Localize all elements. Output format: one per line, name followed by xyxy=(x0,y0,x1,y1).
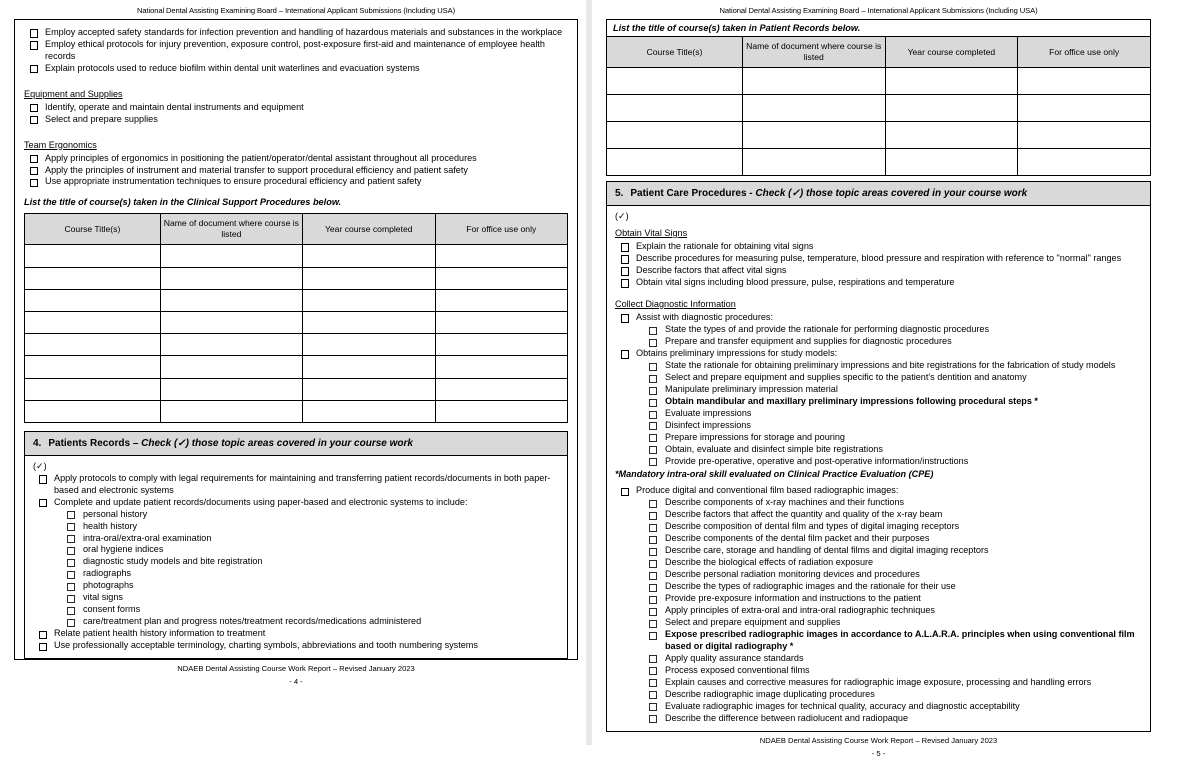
list-item[interactable]: Manipulate preliminary impression material xyxy=(643,384,1142,396)
right-content-frame xyxy=(606,19,1151,732)
page-number: - 4 - xyxy=(289,677,303,687)
list-item[interactable]: Describe care, storage and handling of dental films and digital imaging receptors xyxy=(643,545,1142,557)
list-item[interactable]: Describe the difference between radiolucent and radiopaque xyxy=(643,713,1142,725)
table-cell-empty[interactable] xyxy=(303,378,435,400)
list-item[interactable]: Complete and update patient records/documents using paper-based and electronic systems to include: xyxy=(33,497,559,509)
section-4-body xyxy=(24,456,568,659)
list-item[interactable]: Disinfect impressions xyxy=(643,420,1142,432)
spacer xyxy=(24,188,568,193)
list-item[interactable]: radiographs xyxy=(61,568,559,580)
section-4-wrap xyxy=(15,431,577,659)
section-4-header xyxy=(24,431,568,456)
list-item[interactable]: Employ accepted safety standards for infection prevention and handling of hazardous materials and substances in the workplace xyxy=(24,27,568,39)
table-cell-empty[interactable] xyxy=(885,149,1018,176)
vital-signs-list xyxy=(615,241,1142,289)
col-office-use: For office use only xyxy=(435,214,568,245)
list-item[interactable]: State the types of and provide the rationale for performing diagnostic procedures xyxy=(643,324,1142,336)
table-cell-empty[interactable] xyxy=(303,289,435,311)
table-row xyxy=(25,334,568,356)
table-cell-empty[interactable] xyxy=(435,356,568,378)
table-cell-empty[interactable] xyxy=(25,378,161,400)
assist-diagnostic-group xyxy=(615,312,1142,324)
table-row xyxy=(25,289,568,311)
list-item[interactable]: Describe components of the dental film packet and their purposes xyxy=(643,533,1142,545)
table-cell-empty[interactable] xyxy=(435,267,568,289)
section-4-check-instruction: Check (✓) those topic areas covered in your course work xyxy=(141,437,413,449)
table-cell-empty[interactable] xyxy=(435,245,568,267)
collect-diagnostic-heading: Collect Diagnostic Information xyxy=(615,298,736,309)
spacer xyxy=(24,126,568,135)
table-cell-empty[interactable] xyxy=(160,245,302,267)
safety-standards-list xyxy=(24,27,568,74)
patient-records-sublist xyxy=(33,509,559,628)
check-marker: (✓) xyxy=(615,211,629,221)
table-cell-empty[interactable] xyxy=(1018,95,1151,122)
col-course-title: Course Title(s) xyxy=(607,37,743,68)
list-item[interactable]: diagnostic study models and bite registration xyxy=(61,556,559,568)
table-row xyxy=(607,68,1151,95)
list-item[interactable]: Assist with diagnostic procedures: xyxy=(615,312,1142,324)
list-item[interactable]: Use professionally acceptable terminology, charting symbols, abbreviations and tooth numbering systems xyxy=(33,640,559,652)
spacer xyxy=(615,289,1142,294)
page-number: - 5 - xyxy=(871,748,886,758)
table-cell-empty[interactable] xyxy=(743,122,886,149)
list-item[interactable]: Obtain, evaluate and disinfect simple bite registrations xyxy=(643,444,1142,456)
table-cell-empty[interactable] xyxy=(303,400,435,422)
table-cell-empty[interactable] xyxy=(435,378,568,400)
mandatory-skill-note: *Mandatory intra-oral skill evaluated on Clinical Practice Evaluation (CPE) xyxy=(615,469,934,480)
table-row xyxy=(25,400,568,422)
list-item[interactable]: health history xyxy=(61,521,559,533)
table-row xyxy=(25,267,568,289)
section-5-body xyxy=(606,206,1151,732)
table-cell-empty[interactable] xyxy=(743,149,886,176)
table-cell-empty[interactable] xyxy=(885,122,1018,149)
clinical-support-list-title: List the title of course(s) taken in the Clinical Support Procedures below. xyxy=(24,197,342,208)
list-item[interactable]: Obtain mandibular and maxillary preliminary impressions following procedural steps * xyxy=(643,396,1142,408)
table-row xyxy=(607,149,1151,176)
list-item[interactable]: Obtains preliminary impressions for study models: xyxy=(615,348,1142,360)
list-item[interactable]: Explain protocols used to reduce biofilm within dental unit waterlines and evacuation systems xyxy=(24,63,568,75)
list-item[interactable]: Produce digital and conventional film based radiographic images: xyxy=(615,485,1142,497)
table-row xyxy=(25,356,568,378)
left-upper-body xyxy=(15,20,577,213)
table-cell-empty[interactable] xyxy=(743,95,886,122)
list-item[interactable]: Prepare impressions for storage and pouring xyxy=(643,432,1142,444)
table-cell-empty[interactable] xyxy=(160,267,302,289)
list-item[interactable]: Describe the types of radiographic images and the rationale for their use xyxy=(643,581,1142,593)
list-item[interactable]: Obtain vital signs including blood pressure, pulse, respirations and temperature xyxy=(615,277,1142,289)
team-ergonomics-heading: Team Ergonomics xyxy=(24,139,97,150)
preliminary-impressions-group xyxy=(615,348,1142,360)
table-cell-empty[interactable] xyxy=(25,334,161,356)
table-cell-empty[interactable] xyxy=(25,267,161,289)
table-cell-empty[interactable] xyxy=(25,356,161,378)
list-item[interactable]: Describe composition of dental film and types of digital imaging receptors xyxy=(643,521,1142,533)
page-left xyxy=(0,0,586,745)
list-item[interactable]: Evaluate radiographic images for technical quality, accuracy and diagnostic acceptability xyxy=(643,701,1142,713)
list-item[interactable]: Prepare and transfer equipment and supplies for diagnostic procedures xyxy=(643,336,1142,348)
list-item[interactable]: consent forms xyxy=(61,604,559,616)
table-row xyxy=(607,122,1151,149)
list-item[interactable]: Provide pre-exposure information and instructions to the patient xyxy=(643,593,1142,605)
list-item[interactable]: care/treatment plan and progress notes/treatment records/medications administered xyxy=(61,616,559,628)
list-item[interactable]: Describe the biological effects of radiation exposure xyxy=(643,557,1142,569)
list-item[interactable]: intra-oral/extra-oral examination xyxy=(61,533,559,545)
table-cell-empty[interactable] xyxy=(25,400,161,422)
table-cell-empty[interactable] xyxy=(25,312,161,334)
list-item[interactable]: Apply protocols to comply with legal requirements for maintaining and transferring patient records/documents in both paper-based and electronic systems xyxy=(33,473,559,496)
running-head-right: National Dental Assisting Examining Board – International Applicant Submissions (Including USA) xyxy=(719,6,1038,15)
col-document-name: Name of document where course is listed xyxy=(160,214,302,245)
check-marker: (✓) xyxy=(33,460,47,471)
table-cell-empty[interactable] xyxy=(25,289,161,311)
patient-records-list-tail xyxy=(33,628,559,652)
list-item[interactable]: Describe components of x-ray machines and their functions xyxy=(643,497,1142,509)
list-item[interactable]: Apply the principles of instrument and material transfer to support procedural efficiency and patient safety xyxy=(24,165,568,177)
table-cell-empty[interactable] xyxy=(303,312,435,334)
table-cell-empty[interactable] xyxy=(303,245,435,267)
page-right xyxy=(592,0,1179,758)
clinical-support-courses-table xyxy=(24,213,568,423)
table-cell-empty[interactable] xyxy=(607,95,743,122)
list-item[interactable]: Explain the rationale for obtaining vital signs xyxy=(615,241,1142,253)
table-body xyxy=(25,245,568,423)
list-item[interactable]: Select and prepare equipment and supplies specific to the patient's dentition and anatomy xyxy=(643,372,1142,384)
spacer xyxy=(24,75,568,84)
footer-right xyxy=(606,732,1151,760)
col-year-completed: Year course completed xyxy=(303,214,435,245)
table-cell-empty[interactable] xyxy=(160,289,302,311)
running-head-left: National Dental Assisting Examining Board – International Applicant Submissions (Including USA) xyxy=(136,6,456,15)
table-cell-empty[interactable] xyxy=(607,68,743,95)
list-item[interactable]: personal history xyxy=(61,509,559,521)
list-item[interactable]: Describe factors that affect vital signs xyxy=(615,265,1142,277)
table-cell-empty[interactable] xyxy=(435,289,568,311)
section-4-title: Patients Records – xyxy=(48,437,142,449)
table-cell-empty[interactable] xyxy=(1018,149,1151,176)
table-cell-empty[interactable] xyxy=(160,334,302,356)
list-item[interactable]: Explain causes and corrective measures for radiographic image exposure, processing and handling errors xyxy=(643,677,1142,689)
table-body xyxy=(607,68,1151,176)
list-item[interactable]: oral hygiene indices xyxy=(61,544,559,556)
footer-left xyxy=(14,660,578,688)
list-item[interactable]: State the rationale for obtaining preliminary impressions and bite registrations for the fabrication of study models xyxy=(643,360,1142,372)
table-cell-empty[interactable] xyxy=(743,68,886,95)
list-item[interactable]: Apply quality assurance standards xyxy=(643,653,1142,665)
table-row xyxy=(25,245,568,267)
list-item[interactable]: Describe personal radiation monitoring devices and procedures xyxy=(643,569,1142,581)
table-row xyxy=(607,95,1151,122)
col-year-completed: Year course completed xyxy=(885,37,1018,68)
table-cell-empty[interactable] xyxy=(160,400,302,422)
section-5-number: 5. xyxy=(615,188,624,199)
list-item[interactable]: Select and prepare equipment and supplies xyxy=(643,617,1142,629)
list-item[interactable]: Apply principles of ergonomics in positioning the patient/operator/dental assistant throughout all procedures xyxy=(24,153,568,165)
patient-records-courses-table xyxy=(606,36,1151,176)
table-cell-empty[interactable] xyxy=(607,122,743,149)
list-item[interactable]: vital signs xyxy=(61,592,559,604)
col-course-title: Course Title(s) xyxy=(25,214,161,245)
list-item[interactable]: Identify, operate and maintain dental instruments and equipment xyxy=(24,102,568,114)
list-item[interactable]: Expose prescribed radiographic images in accordance to A.L.A.R.A. principles when using conventional film based or digital radiography * xyxy=(643,629,1142,652)
table-header-row xyxy=(607,37,1151,68)
section-5-header xyxy=(606,181,1151,206)
list-item[interactable]: photographs xyxy=(61,580,559,592)
table-cell-empty[interactable] xyxy=(1018,122,1151,149)
list-item[interactable]: Apply principles of extra-oral and intra-oral radiographic techniques xyxy=(643,605,1142,617)
footer-text: NDAEB Dental Assisting Course Work Report – Revised January 2023 xyxy=(177,664,415,674)
section-4-number: 4. xyxy=(33,437,42,449)
radiography-group xyxy=(615,485,1142,497)
equipment-supplies-heading: Equipment and Supplies xyxy=(24,88,123,99)
table-cell-empty[interactable] xyxy=(303,334,435,356)
obtain-vital-signs-heading: Obtain Vital Signs xyxy=(615,228,688,238)
list-item[interactable]: Describe radiographic image duplicating procedures xyxy=(643,689,1142,701)
table-cell-empty[interactable] xyxy=(885,68,1018,95)
table-cell-empty[interactable] xyxy=(160,356,302,378)
table-cell-empty[interactable] xyxy=(25,245,161,267)
list-item[interactable]: Use appropriate instrumentation techniques to ensure procedural efficiency and patient safety xyxy=(24,176,568,188)
col-office-use: For office use only xyxy=(1018,37,1151,68)
left-content-frame xyxy=(14,19,578,660)
assist-diagnostic-sublist xyxy=(615,324,1142,348)
table-row xyxy=(25,378,568,400)
table-cell-empty[interactable] xyxy=(435,312,568,334)
patient-records-list-title: List the title of course(s) taken in Patient Records below. xyxy=(606,19,1151,36)
table-cell-empty[interactable] xyxy=(160,312,302,334)
radiography-sublist xyxy=(615,497,1142,724)
preliminary-impressions-sublist xyxy=(615,360,1142,467)
equipment-supplies-list xyxy=(24,102,568,126)
list-item[interactable]: Relate patient health history information to treatment xyxy=(33,628,559,640)
list-item[interactable]: Process exposed conventional films xyxy=(643,665,1142,677)
clinical-support-table-wrap xyxy=(15,213,577,431)
table-header-row xyxy=(25,214,568,245)
footer-text: NDAEB Dental Assisting Course Work Report – Revised January 2023 xyxy=(759,735,998,745)
table-cell-empty[interactable] xyxy=(303,267,435,289)
table-cell-empty[interactable] xyxy=(435,400,568,422)
table-cell-empty[interactable] xyxy=(1018,68,1151,95)
table-row xyxy=(25,312,568,334)
list-item[interactable]: Provide pre-operative, operative and post-operative information/instructions xyxy=(643,456,1142,468)
section-5-check-instruction: Check (✓) those topic areas covered in your course work xyxy=(755,188,1028,199)
table-cell-empty[interactable] xyxy=(885,95,1018,122)
patient-records-list-top xyxy=(33,473,559,508)
list-item[interactable]: Describe factors that affect the quantity and quality of the x-ray beam xyxy=(643,509,1142,521)
list-item[interactable]: Evaluate impressions xyxy=(643,408,1142,420)
table-cell-empty[interactable] xyxy=(435,334,568,356)
list-item[interactable]: Describe procedures for measuring pulse, temperature, blood pressure and respiration with reference to "normal" ranges xyxy=(615,253,1142,265)
list-item[interactable]: Select and prepare supplies xyxy=(24,114,568,126)
table-cell-empty[interactable] xyxy=(607,149,743,176)
team-ergonomics-list xyxy=(24,153,568,189)
list-item[interactable]: Employ ethical protocols for injury prevention, exposure control, post-exposure first-aid and maintenance of employee health records xyxy=(24,39,568,62)
section-5-title: Patient Care Procedures - xyxy=(630,188,756,199)
table-cell-empty[interactable] xyxy=(303,356,435,378)
table-cell-empty[interactable] xyxy=(160,378,302,400)
col-document-name: Name of document where course is listed xyxy=(743,37,886,68)
